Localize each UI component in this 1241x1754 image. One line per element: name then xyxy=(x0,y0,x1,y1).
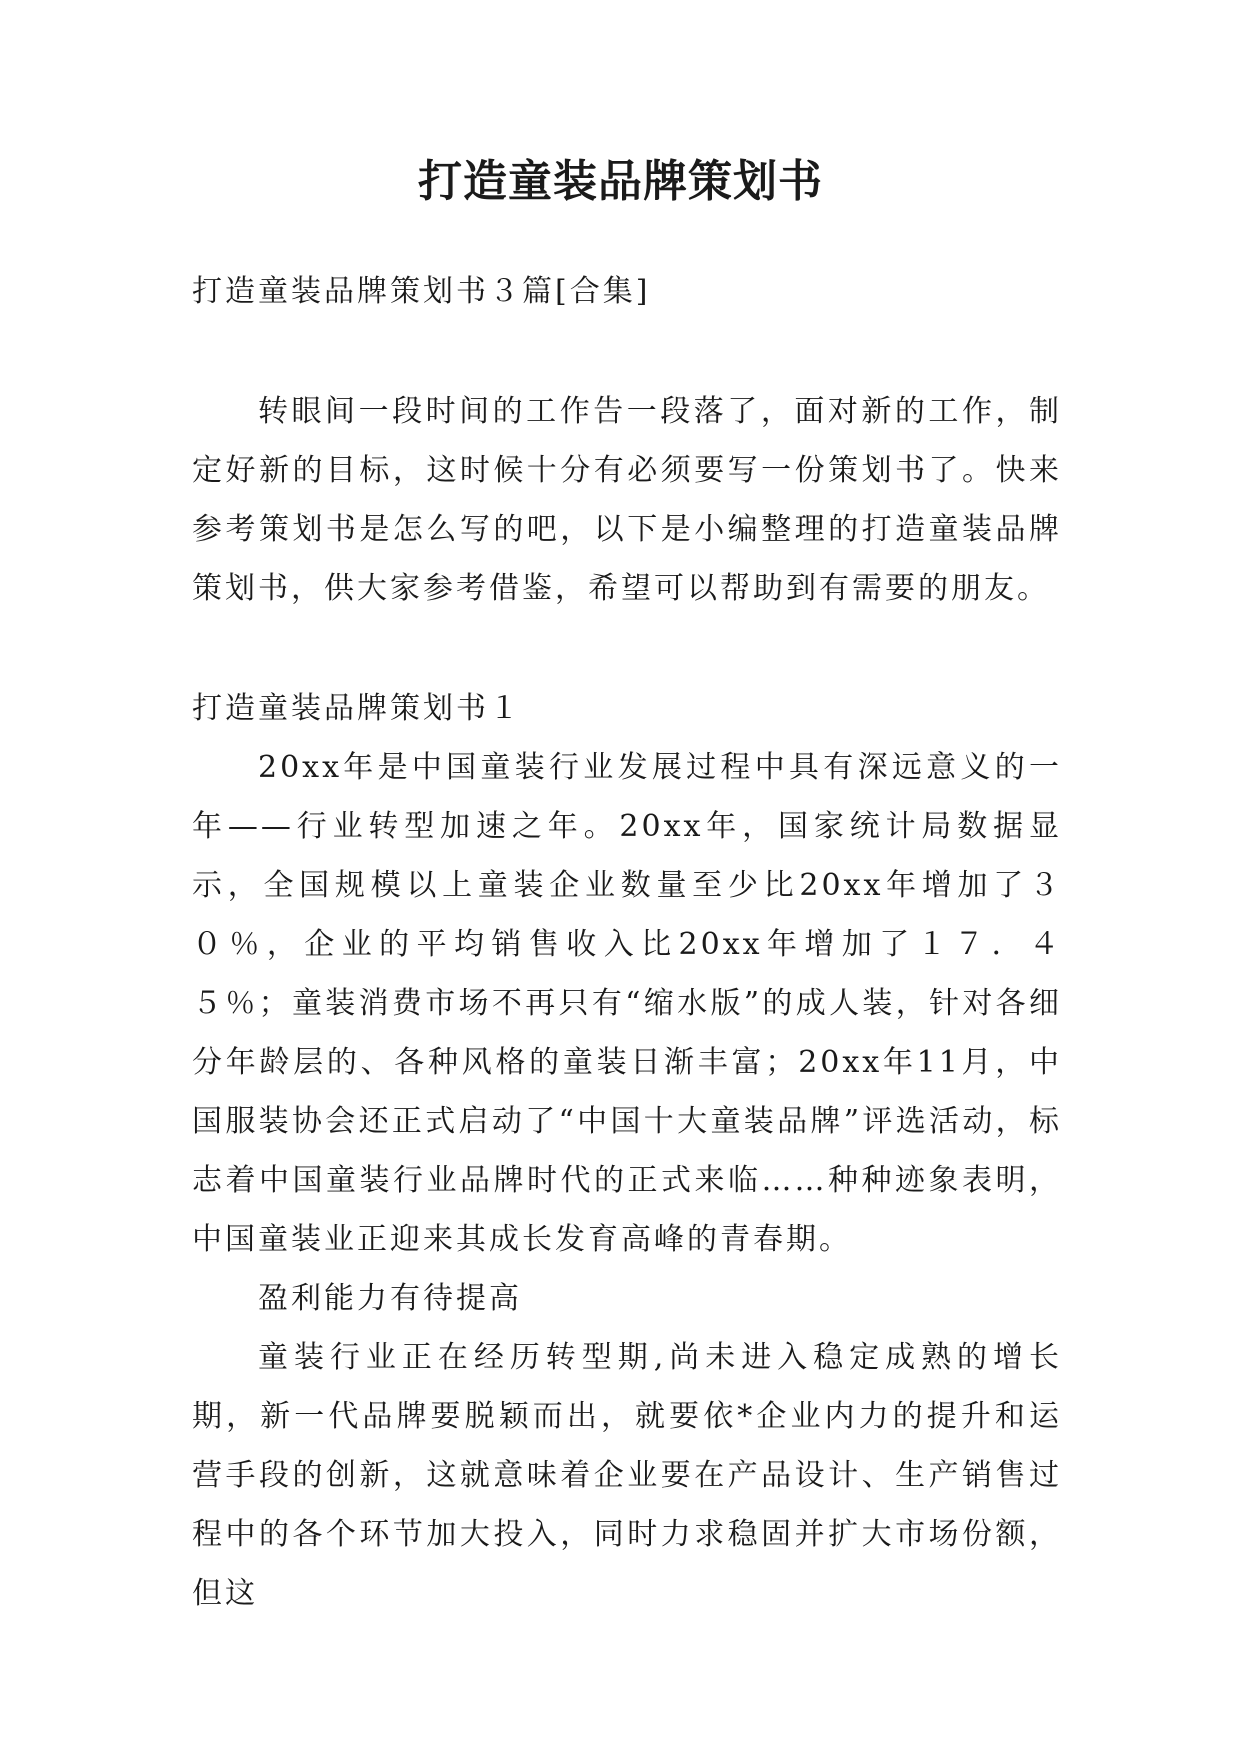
document-subtitle: 打造童装品牌策划书３篇[合集] xyxy=(192,274,651,309)
document-body xyxy=(192,262,1062,1623)
intro-paragraph: 转眼间一段时间的工作告一段落了，面对新的工作，制定好新的目标，这时候十分有必须要写一份策划书了。快来参考策划书是怎么写的吧，以下是小编整理的打造童装品牌策划书，供大家参考借鉴，希望可以帮助到有需要的朋友。 xyxy=(192,394,1062,606)
body-paragraph: 20xx年是中国童装行业发展过程中具有深远意义的一年——行业转型加速之年。20xx年，国家统计局数据显示，全国规模以上童装企业数量至少比20xx年增加了３０％，企业的平均销售收入比20xx年增加了１７．４５％；童装消费市场不再只有“缩水版”的成人装，针对各细分年龄层的、各种风格的童装日渐丰富；20xx年11月，中国服装协会还正式启动了“中国十大童装品牌”评选活动，标志着中国童装行业品牌时代的正式来临……种种迹象表明，中国童装业正迎来其成长发育高峰的青春期。 xyxy=(192,750,1062,1257)
body-paragraph: 童装行业正在经历转型期,尚未进入稳定成熟的增长期，新一代品牌要脱颖而出，就要依*企业内力的提升和运营手段的创新，这就意味着企业要在产品设计、生产销售过程中的各个环节加大投入，同时力求稳固并扩大市场份额，但这 xyxy=(192,1340,1062,1611)
section-subheading: 盈利能力有待提高 xyxy=(258,1281,522,1316)
section-heading: 打造童装品牌策划书１ xyxy=(192,691,522,726)
document-title: 打造童装品牌策划书 xyxy=(418,156,823,207)
